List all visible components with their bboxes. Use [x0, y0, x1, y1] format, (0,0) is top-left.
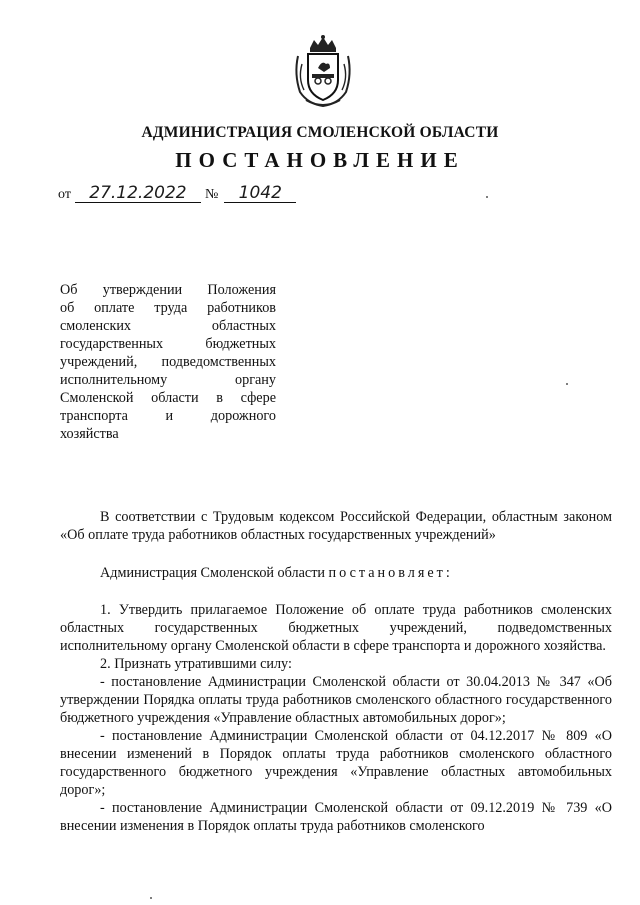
- subject-line: государственных бюджетных: [60, 336, 276, 352]
- subject-line: хозяйства: [60, 426, 119, 442]
- organization-title: АДМИНИСТРАЦИЯ СМОЛЕНСКОЙ ОБЛАСТИ: [141, 124, 499, 141]
- item-1-paragraph: 1. Утвердить прилагаемое Положение об оплате труда работников смоленских областных государственных бюджетных учреждений, подведомственных исполнительному органу Смоленской области в сфере транспорта и дорожного хозяйства.: [60, 602, 612, 654]
- coat-of-arms-emblem: [288, 34, 358, 110]
- repealed-act-3: - постановление Администрации Смоленской области от 09.12.2019 № 739 «О внесении изменения в Порядок оплаты труда работников смоленского: [60, 800, 612, 834]
- scan-speck: [566, 383, 568, 385]
- subject-line: исполнительному органу: [60, 372, 276, 388]
- repealed-act-2: - постановление Администрации Смоленской области от 04.12.2017 № 809 «О внесении изменений в Порядок оплаты труда работников смоленского областного государственного бюджетного учреждения «Управление областных автомобильных дорог»;: [60, 728, 612, 798]
- document-subject: [60, 281, 276, 443]
- scan-speck: [486, 196, 488, 198]
- date-from-label: от: [58, 187, 71, 202]
- item-2-paragraph: 2. Признать утратившими силу:: [100, 656, 292, 672]
- subject-line: Смоленской области в сфере: [60, 390, 276, 406]
- number-label: №: [204, 187, 219, 202]
- document-type-title: ПОСТАНОВЛЕНИЕ: [175, 148, 465, 172]
- resolves-paragraph: [60, 564, 612, 582]
- document-body: [60, 508, 612, 835]
- subject-line: учреждений, подведомственных: [60, 354, 276, 370]
- scan-speck: [150, 897, 152, 899]
- date-number-line: [58, 184, 296, 203]
- subject-line: об оплате труда работников: [60, 300, 276, 316]
- handwritten-number: 1042: [224, 184, 296, 203]
- resolves-word: постановляет:: [328, 565, 453, 581]
- preamble-paragraph: В соответствии с Трудовым кодексом Российской Федерации, областным законом «Об оплате труда работников областных государственных учреждений»: [60, 509, 612, 543]
- subject-line: Об утверждении Положения: [60, 282, 276, 298]
- handwritten-date: 27.12.2022: [75, 184, 201, 203]
- repealed-act-1: - постановление Администрации Смоленской области от 30.04.2013 № 347 «Об утверждении Порядка оплаты труда работников смоленского областного государственного бюджетного учреждения «Управление областных автомобильных дорог»;: [60, 674, 612, 726]
- subject-line: транспорта и дорожного: [60, 408, 276, 424]
- subject-line: смоленских областных: [60, 318, 276, 334]
- resolves-prefix: Администрация Смоленской области: [100, 565, 329, 581]
